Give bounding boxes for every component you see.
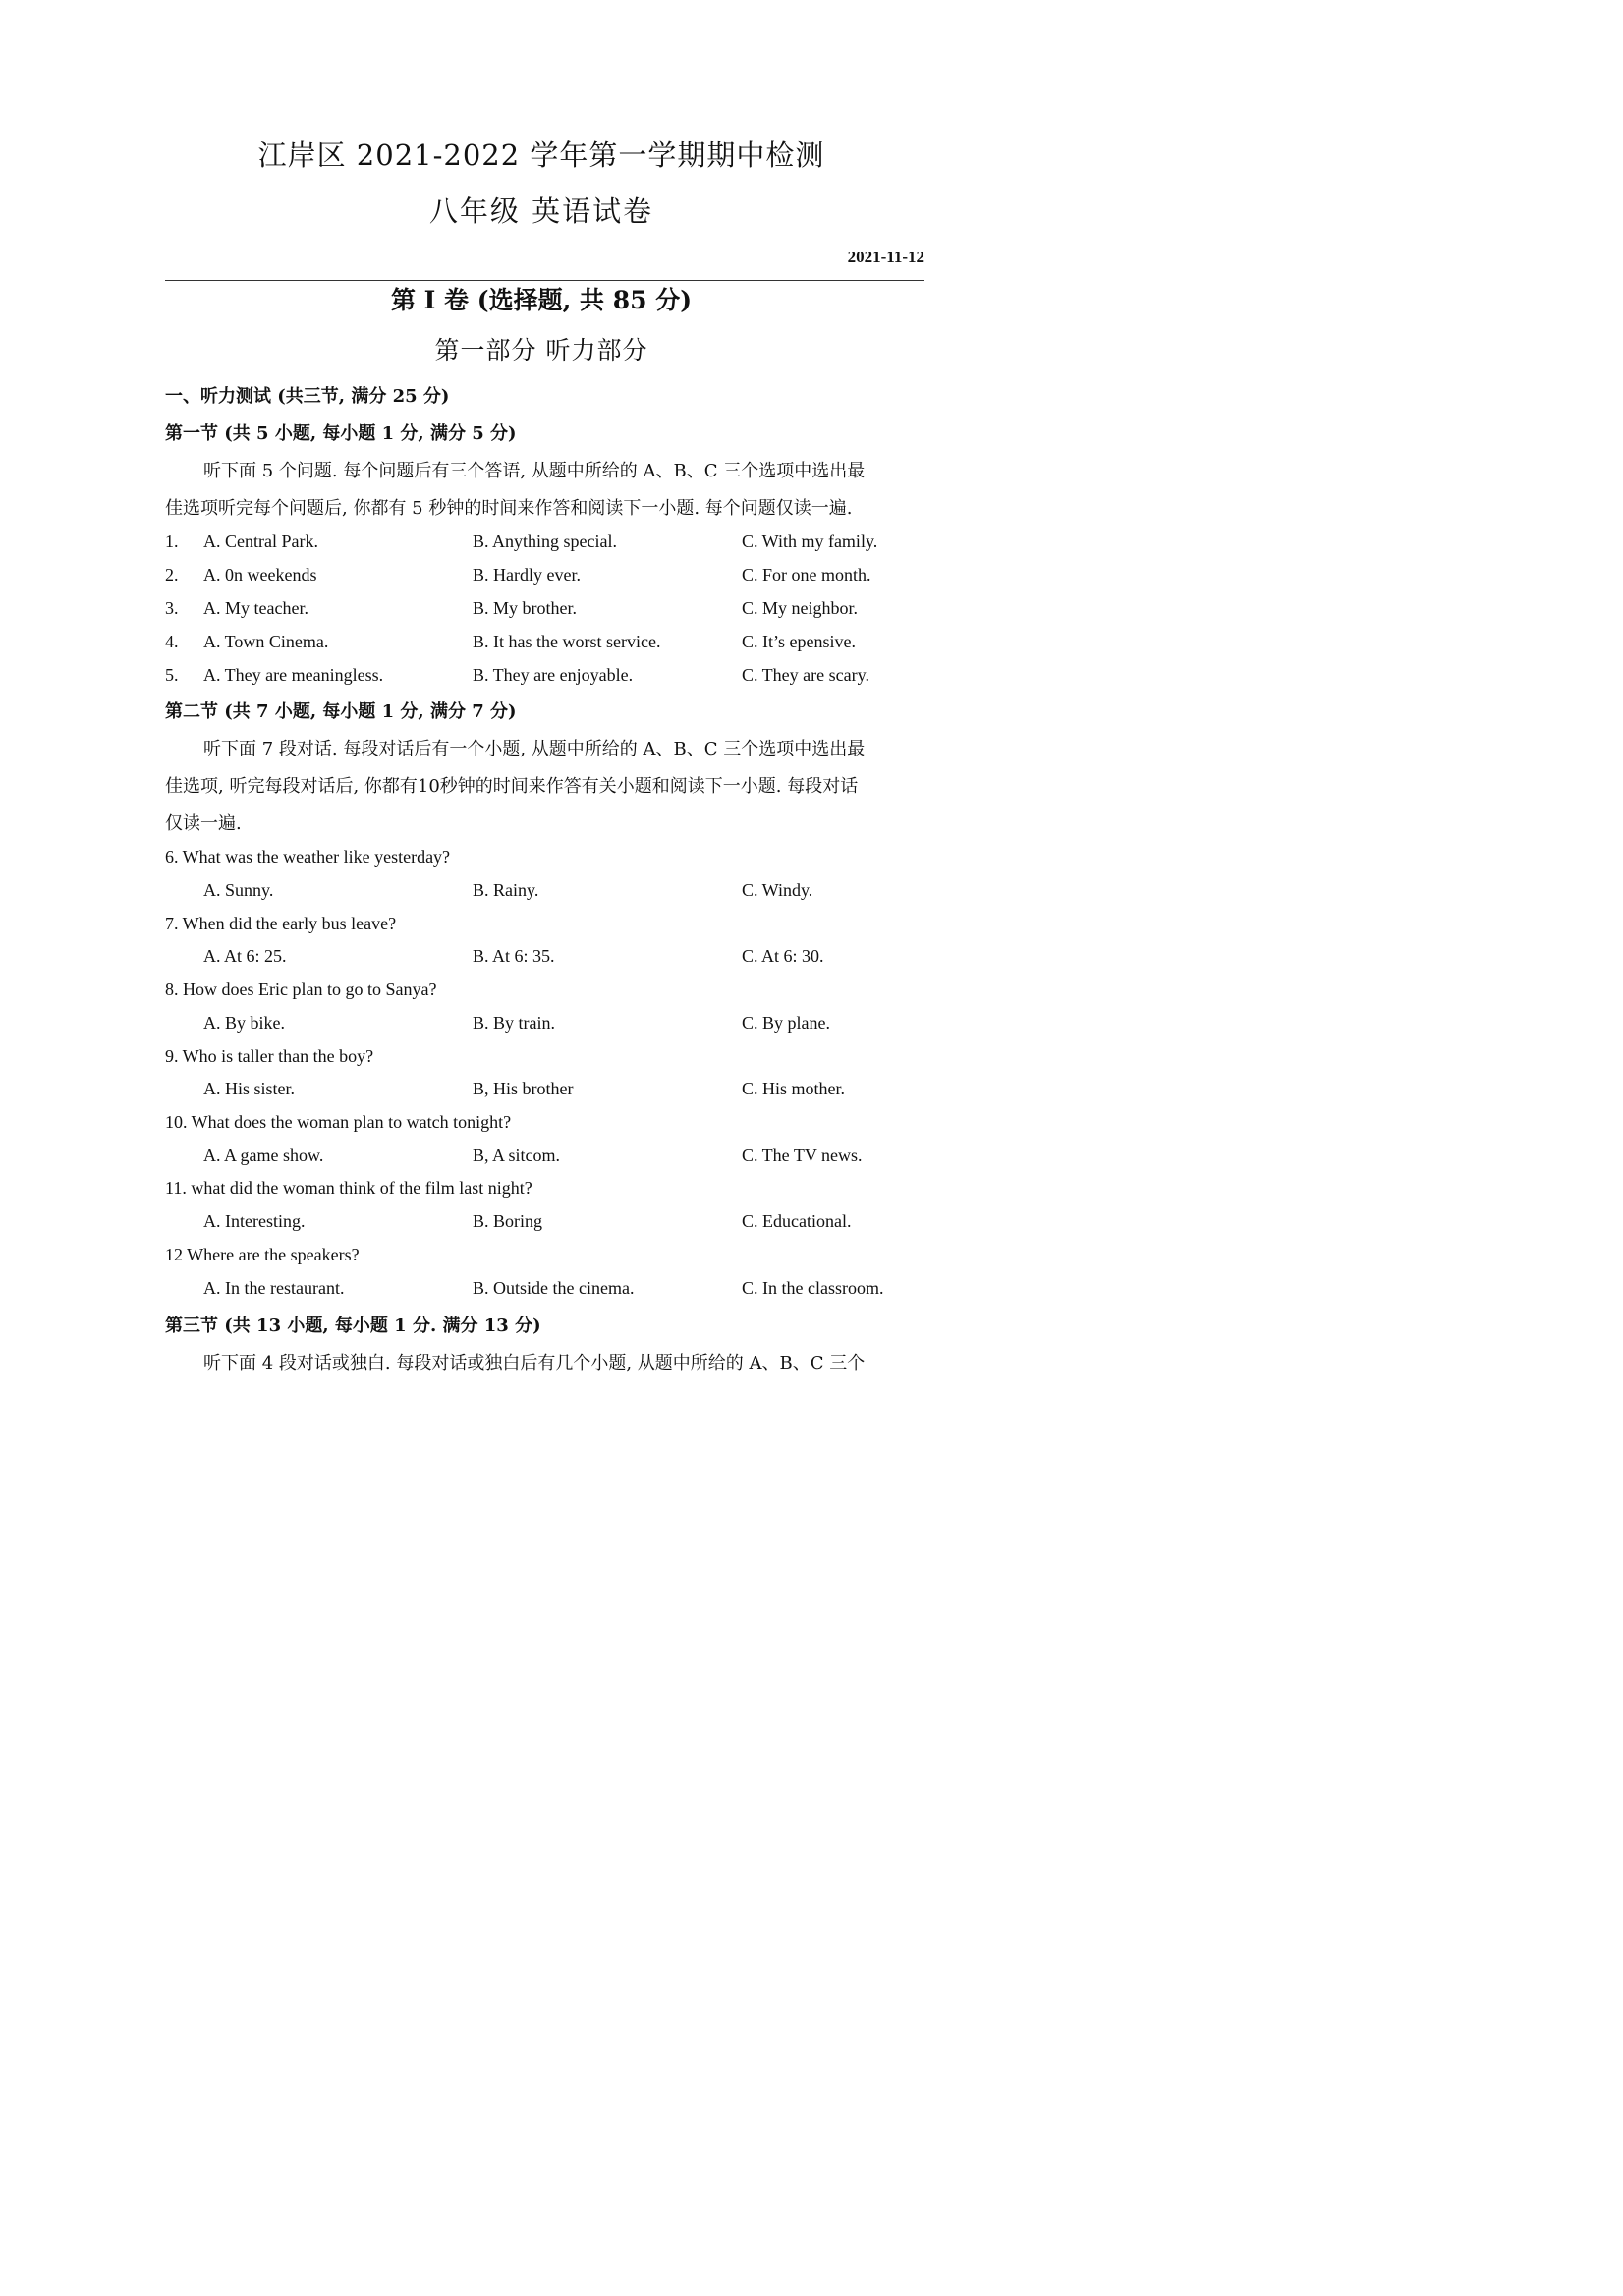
- option-c: C. His mother.: [742, 1079, 846, 1098]
- answer-row: [165, 1146, 924, 1171]
- option-a: A. Sunny.: [203, 880, 274, 900]
- question-text: 7. When did the early bus leave?: [165, 914, 397, 933]
- option-a: A. They are meaningless.: [203, 665, 384, 685]
- option-c: C. At 6: 30.: [742, 946, 824, 966]
- question-text: 6. What was the weather like yesterday?: [165, 847, 451, 867]
- option-b: B. Hardly ever.: [473, 565, 581, 585]
- answer-row: [165, 1013, 924, 1038]
- subsection-1-instructions-line: 听下面 5 个问题. 每个问题后有三个答语, 从题中所给的 A、B、C 三个选项中选出最: [203, 461, 866, 481]
- question-number: 4.: [165, 632, 179, 651]
- exam-page: [0, 0, 1083, 1532]
- option-a: A. His sister.: [203, 1079, 296, 1098]
- question-number: 3.: [165, 598, 179, 618]
- question-row: [165, 598, 924, 624]
- question-text: 8. How does Eric plan to go to Sanya?: [165, 980, 437, 999]
- question-row: [165, 632, 924, 657]
- part-title: 第一部分 听力部分: [434, 336, 648, 364]
- option-c: C. Windy.: [742, 880, 813, 900]
- subsection-2-heading: 第二节 (共 7 小题, 每小题 1 分, 满分 7 分): [165, 701, 517, 722]
- answer-row: [165, 946, 924, 972]
- option-a: A. My teacher.: [203, 598, 308, 618]
- option-b: B. Anything special.: [473, 532, 617, 551]
- subsection-2-instructions-line: 佳选项, 听完每段对话后, 你都有10秒钟的时间来作答有关小题和阅读下一小题. 每段对话: [165, 776, 859, 797]
- option-a: A. In the restaurant.: [203, 1278, 345, 1298]
- option-b: B. It has the worst service.: [473, 632, 661, 651]
- option-a: A. At 6: 25.: [203, 946, 287, 966]
- subsection-1-heading: 第一节 (共 5 小题, 每小题 1 分, 满分 5 分): [165, 423, 517, 444]
- question-number: 5.: [165, 665, 179, 685]
- question-number: 1.: [165, 532, 179, 551]
- option-c: C. With my family.: [742, 532, 878, 551]
- question-text: 9. Who is taller than the boy?: [165, 1046, 374, 1066]
- answer-row: [165, 1278, 924, 1304]
- answer-row: [165, 1079, 924, 1104]
- option-c: C. Educational.: [742, 1211, 852, 1231]
- option-a: A. By bike.: [203, 1013, 285, 1033]
- answer-row: [165, 1211, 924, 1237]
- question-row: [165, 532, 924, 557]
- option-b: B, A sitcom.: [473, 1146, 561, 1165]
- section-heading: 一、听力测试 (共三节, 满分 25 分): [165, 386, 450, 407]
- subsection-1-instructions-line: 佳选项听完每个问题后, 你都有 5 秒钟的时间来作答和阅读下一小题. 每个问题仅读一遍.: [165, 498, 853, 519]
- option-c: C. It’s epensive.: [742, 632, 856, 651]
- option-b: B, His brother: [473, 1079, 574, 1098]
- option-a: A. Interesting.: [203, 1211, 306, 1231]
- question-text: 12 Where are the speakers?: [165, 1245, 360, 1264]
- option-c: C. In the classroom.: [742, 1278, 884, 1298]
- subsection-2-instructions-line: 听下面 7 段对话. 每段对话后有一个小题, 从题中所给的 A、B、C 三个选项中选出最: [203, 739, 866, 759]
- option-c: C. For one month.: [742, 565, 871, 585]
- subsection-2-instructions-line: 仅读一遍.: [165, 813, 242, 834]
- option-b: B. By train.: [473, 1013, 555, 1033]
- option-b: B. Rainy.: [473, 880, 539, 900]
- exam-date: 2021-11-12: [847, 248, 924, 266]
- option-b: B. At 6: 35.: [473, 946, 555, 966]
- question-text: 10. What does the woman plan to watch tonight?: [165, 1112, 512, 1132]
- option-b: B. My brother.: [473, 598, 577, 618]
- option-c: C. The TV news.: [742, 1146, 863, 1165]
- option-c: C. My neighbor.: [742, 598, 859, 618]
- option-a: A. Town Cinema.: [203, 632, 329, 651]
- volume-title: 第 I 卷 (选择题, 共 85 分): [390, 286, 693, 314]
- question-text: 11. what did the woman think of the film last night?: [165, 1178, 532, 1198]
- option-c: C. By plane.: [742, 1013, 830, 1033]
- option-a: A. A game show.: [203, 1146, 324, 1165]
- option-c: C. They are scary.: [742, 665, 869, 685]
- option-b: B. They are enjoyable.: [473, 665, 634, 685]
- exam-title: 江岸区 2021-2022 学年第一学期期中检测: [257, 139, 825, 172]
- question-number: 2.: [165, 565, 179, 585]
- subsection-3-instructions-line: 听下面 4 段对话或独白. 每段对话或独白后有几个小题, 从题中所给的 A、B、C 三个: [203, 1353, 866, 1373]
- answer-row: [165, 880, 924, 906]
- subsection-3-heading: 第三节 (共 13 小题, 每小题 1 分. 满分 13 分): [165, 1316, 541, 1336]
- question-row: [165, 665, 924, 691]
- option-a: A. 0n weekends: [203, 565, 317, 585]
- question-row: [165, 565, 924, 590]
- option-b: B. Outside the cinema.: [473, 1278, 635, 1298]
- option-b: B. Boring: [473, 1211, 543, 1231]
- exam-subtitle: 八年级 英语试卷: [428, 195, 654, 228]
- option-a: A. Central Park.: [203, 532, 318, 551]
